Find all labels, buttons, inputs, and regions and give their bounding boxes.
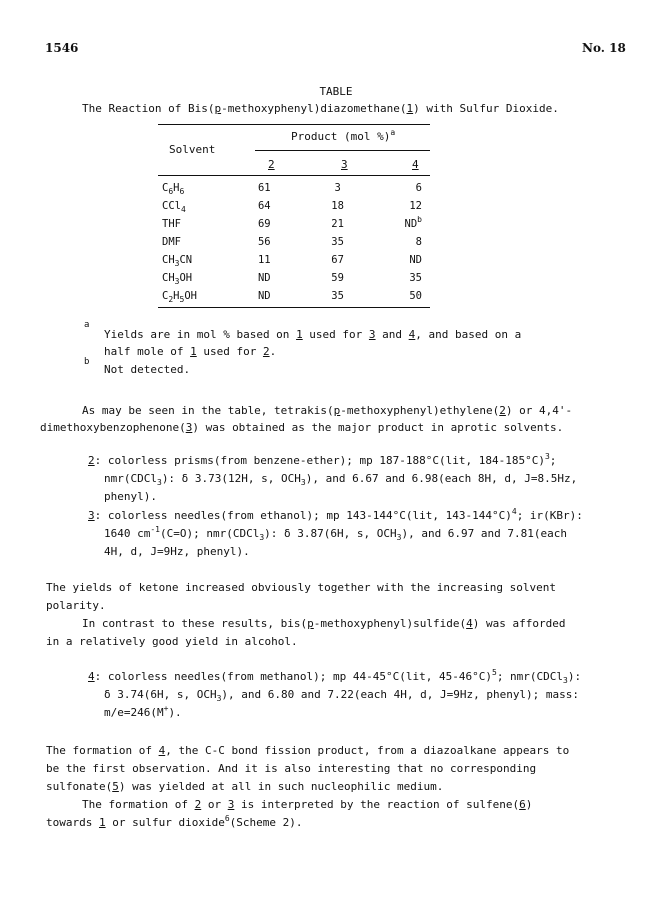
page-number: 1546 xyxy=(45,41,79,55)
yield-cell: $ND^b$ xyxy=(404,214,422,230)
yield-cell: 69 xyxy=(257,217,271,230)
footnote-b-text: Not detected. xyxy=(104,363,191,376)
yield-cell: 18 xyxy=(331,199,344,212)
yield-cell: ND xyxy=(257,271,271,284)
para1-line1: As may be seen in the table, tetrakis(p-methoxyphenyl)ethylene(2) or 4,4'- xyxy=(82,404,573,417)
yield-cell: 59 xyxy=(331,271,344,284)
yield-cell: 12 xyxy=(409,199,422,212)
para1-line2: dimethoxybenzophenone(3) was obtained as the major product in aprotic solvents. xyxy=(40,421,564,434)
para3-line3: sulfonate(5) was yielded at all in such nucleophilic medium. xyxy=(46,780,444,793)
yield-cell: 50 xyxy=(409,289,422,302)
solvent-cell: DMF xyxy=(162,235,181,248)
para3-line1: The formation of 4, the C-C bond fission product, from a diazoalkane appears to xyxy=(46,744,570,757)
yield-cell: 8 xyxy=(415,235,422,248)
results-table xyxy=(160,179,430,305)
cmpd4-line3: m/e=246(M+). xyxy=(104,704,182,719)
yield-cell: 11 xyxy=(257,253,271,266)
header-solvent: Solvent xyxy=(169,143,216,156)
table-top-rule xyxy=(158,124,430,125)
table-bottom-rule xyxy=(158,307,430,308)
yield-cell: ND xyxy=(257,289,271,302)
cmpd2-line1: 2: colorless prisms(from benzene-ether); mp 187-188°C(lit, 184-185°C)$^3$; xyxy=(88,452,557,467)
footnote-b-mark: b xyxy=(84,357,90,367)
cmpd3-line2: 1640 $cm^{-1}(C=O)$; nmr(CDCl$_3$): δ 3.87(6H, s, $OCH_3$), and 6.97 and 7.81(each xyxy=(104,525,568,542)
table-row xyxy=(160,215,430,233)
para3-line4: The formation of 2 or 3 is interpreted by the reaction of sulfene(6) xyxy=(82,798,533,811)
table-header-rule xyxy=(255,150,430,151)
table-row xyxy=(160,179,430,197)
solvent-cell: $C_6H_6$ xyxy=(162,181,185,196)
header-col-4: 4 xyxy=(412,158,419,171)
yield-cell: 6 xyxy=(415,181,422,194)
table-row xyxy=(160,287,430,305)
solvent-cell: $CH_3CN$ xyxy=(162,253,193,268)
para2-line3: In contrast to these results, bis(p-methoxyphenyl)sulfide(4) was afforded xyxy=(82,617,566,630)
yield-cell: 21 xyxy=(331,217,344,230)
yield-cell: 35 xyxy=(331,235,344,248)
yield-cell: 35 xyxy=(409,271,422,284)
table-mid-rule xyxy=(158,175,430,176)
para3-line2: be the first observation. And it is also interesting that no corresponding xyxy=(46,762,537,775)
cmpd3-line1: 3: colorless needles(from ethanol); mp 143-144°C(lit, 143-144°C)$^4$; ir(KBr): xyxy=(88,507,583,522)
yield-cell: 35 xyxy=(331,289,344,302)
cmpd2-line2: nmr(CDCl$_3$): δ 3.73(12H, s, $OCH_3$), and 6.67 and 6.98(each 8H, d, J=8.5Hz, xyxy=(104,472,578,487)
cmpd4-line1: 4: colorless needles(from methanol); mp 44-45°C(lit, 45-46°C)$^5$; nmr(CDCl$_3$): xyxy=(88,668,582,685)
table-row xyxy=(160,197,430,215)
issue-number: No. 18 xyxy=(582,41,626,55)
table-row xyxy=(160,233,430,251)
solvent-cell: THF xyxy=(162,217,181,230)
yield-cell: 61 xyxy=(257,181,271,194)
header-col-3: 3 xyxy=(341,158,348,171)
footnote-a-mark: a xyxy=(84,320,90,330)
solvent-cell: $CH_3OH$ xyxy=(162,271,193,286)
para2-line1: The yields of ketone increased obviously together with the increasing solvent xyxy=(46,581,556,594)
table-row xyxy=(160,269,430,287)
cmpd3-line3: 4H, d, J=9Hz, phenyl). xyxy=(104,545,250,558)
cmpd4-line2: δ 3.74(6H, s, $OCH_3$), and 6.80 and 7.22(each 4H, d, J=9Hz, phenyl); mass: xyxy=(104,688,580,703)
solvent-cell: $C_2H_5OH$ xyxy=(162,289,197,304)
para2-line2: polarity. xyxy=(46,599,106,612)
solvent-cell: CCl$_4$ xyxy=(162,199,186,214)
yield-cell: 67 xyxy=(331,253,344,266)
para2-line4: in a relatively good yield in alcohol. xyxy=(46,635,298,648)
yield-cell: 3 xyxy=(334,181,341,194)
para3-line5: towards 1 or sulfur dioxide$^6$(Scheme 2). xyxy=(46,814,303,829)
yield-cell: 64 xyxy=(257,199,271,212)
table-label: TABLE xyxy=(319,85,353,98)
footnote-a-line1: Yields are in mol % based on 1 used for 3 and 4, and based on a xyxy=(104,328,522,341)
table-caption: The Reaction of Bis(p-methoxyphenyl)diazomethane(1) with Sulfur Dioxide. xyxy=(82,102,559,115)
footnote-a-line2: half mole of 1 used for 2. xyxy=(104,345,277,358)
yield-cell: 56 xyxy=(257,235,271,248)
yield-cell: ND xyxy=(409,253,422,266)
header-col-2: 2 xyxy=(268,158,275,171)
cmpd2-line3: phenyl). xyxy=(104,490,157,503)
table-row xyxy=(160,251,430,269)
header-product: Product (mol %)$^a$ xyxy=(291,128,396,143)
